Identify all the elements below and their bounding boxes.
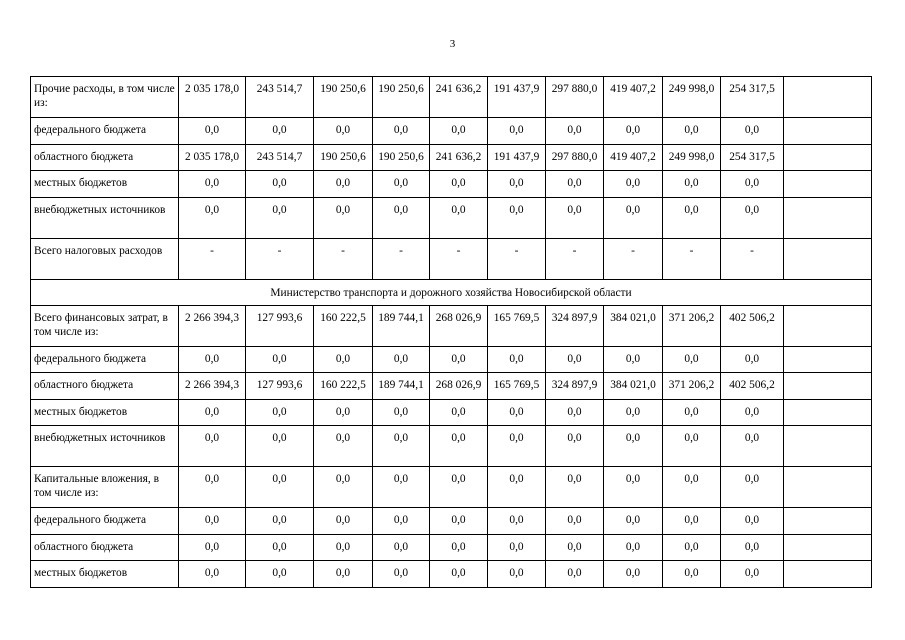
row-label: областного бюджета [31,535,179,561]
value-cell: 0,0 [546,400,604,426]
value-cell: 324 897,9 [546,373,604,400]
value-cell: 0,0 [246,535,314,561]
value-cell: 0,0 [663,561,721,588]
value-cell: 0,0 [246,508,314,535]
value-cell: 0,0 [721,198,784,239]
value-cell: 0,0 [546,118,604,145]
value-cell: 0,0 [604,467,663,508]
table-row [31,171,872,198]
value-cell: 419 407,2 [604,145,663,171]
value-cell: 0,0 [604,508,663,535]
value-cell: 371 206,2 [663,306,721,347]
empty-cell [784,561,872,588]
value-cell: 190 250,6 [314,145,373,171]
value-cell: 0,0 [179,508,246,535]
value-cell: 0,0 [430,118,488,145]
value-cell: 0,0 [373,535,430,561]
value-cell: 0,0 [721,347,784,373]
table-row [31,426,872,467]
value-cell: 0,0 [314,347,373,373]
value-cell: 402 506,2 [721,373,784,400]
table-row [31,347,872,373]
value-cell: 0,0 [314,426,373,467]
table-row [31,373,872,400]
value-cell: 0,0 [179,118,246,145]
value-cell: 268 026,9 [430,306,488,347]
value-cell: 249 998,0 [663,77,721,118]
value-cell: 0,0 [663,171,721,198]
value-cell: 0,0 [604,347,663,373]
value-cell: 0,0 [373,508,430,535]
value-cell: 0,0 [179,535,246,561]
row-label: федерального бюджета [31,118,179,145]
value-cell: 0,0 [179,347,246,373]
row-label: федерального бюджета [31,508,179,535]
value-cell: 384 021,0 [604,306,663,347]
value-cell: 0,0 [179,198,246,239]
value-cell: 0,0 [246,118,314,145]
value-cell: 190 250,6 [314,77,373,118]
value-cell: 0,0 [246,426,314,467]
value-cell: 165 769,5 [488,306,546,347]
value-cell: 0,0 [721,561,784,588]
value-cell: 0,0 [430,400,488,426]
row-label: Всего налоговых расходов [31,239,179,280]
value-cell: 0,0 [488,400,546,426]
value-cell: 0,0 [314,118,373,145]
value-cell: 0,0 [546,561,604,588]
table-row [31,561,872,588]
value-cell: 0,0 [179,171,246,198]
value-cell: - [488,239,546,280]
value-cell: 0,0 [488,508,546,535]
value-cell: 0,0 [488,426,546,467]
value-cell: 0,0 [604,171,663,198]
value-cell: 0,0 [179,400,246,426]
value-cell: 0,0 [430,426,488,467]
value-cell: 0,0 [604,561,663,588]
row-label: Капитальные вложения, в том числе из: [31,467,179,508]
value-cell: 0,0 [663,400,721,426]
value-cell: 297 880,0 [546,145,604,171]
value-cell: 0,0 [430,171,488,198]
value-cell: 160 222,5 [314,373,373,400]
empty-cell [784,400,872,426]
value-cell: 191 437,9 [488,77,546,118]
empty-cell [784,347,872,373]
value-cell: 189 744,1 [373,306,430,347]
row-label: областного бюджета [31,145,179,171]
value-cell: - [373,239,430,280]
value-cell: 324 897,9 [546,306,604,347]
value-cell: 189 744,1 [373,373,430,400]
value-cell: 165 769,5 [488,373,546,400]
value-cell: 0,0 [663,426,721,467]
empty-cell [784,508,872,535]
value-cell: 371 206,2 [663,373,721,400]
empty-cell [784,426,872,467]
value-cell: 127 993,6 [246,373,314,400]
value-cell: 0,0 [721,118,784,145]
value-cell: 0,0 [488,561,546,588]
value-cell: 0,0 [546,347,604,373]
value-cell: 0,0 [430,347,488,373]
empty-cell [784,77,872,118]
value-cell: 0,0 [373,561,430,588]
value-cell: 0,0 [246,198,314,239]
value-cell: 0,0 [246,467,314,508]
value-cell: 0,0 [663,535,721,561]
table-row [31,145,872,171]
row-label: областного бюджета [31,373,179,400]
value-cell: 419 407,2 [604,77,663,118]
value-cell: 0,0 [179,561,246,588]
value-cell: 297 880,0 [546,77,604,118]
row-label: Всего финансовых затрат, в том числе из: [31,306,179,347]
value-cell: - [430,239,488,280]
value-cell: 0,0 [663,347,721,373]
value-cell: 402 506,2 [721,306,784,347]
table-row [31,467,872,508]
empty-cell [784,467,872,508]
value-cell: 0,0 [546,171,604,198]
empty-cell [784,306,872,347]
value-cell: - [246,239,314,280]
page-number: 3 [449,38,456,50]
value-cell: 0,0 [179,467,246,508]
value-cell: - [546,239,604,280]
value-cell: 0,0 [314,561,373,588]
section-header-row [31,280,872,306]
value-cell: - [604,239,663,280]
value-cell: 0,0 [430,198,488,239]
value-cell: 0,0 [604,198,663,239]
value-cell: 0,0 [373,467,430,508]
value-cell: 0,0 [721,426,784,467]
value-cell: 190 250,6 [373,77,430,118]
value-cell: 384 021,0 [604,373,663,400]
value-cell: - [663,239,721,280]
value-cell: 0,0 [314,467,373,508]
value-cell: 0,0 [546,535,604,561]
budget-table [30,76,872,588]
table-row [31,306,872,347]
value-cell: 2 035 178,0 [179,77,246,118]
value-cell: 0,0 [373,198,430,239]
value-cell: 241 636,2 [430,77,488,118]
value-cell: 0,0 [246,400,314,426]
table-row [31,118,872,145]
table-row [31,77,872,118]
value-cell: 2 035 178,0 [179,145,246,171]
row-label: федерального бюджета [31,347,179,373]
value-cell: 0,0 [373,347,430,373]
row-label: местных бюджетов [31,561,179,588]
section-title: Министерство транспорта и дорожного хозяйства Новосибирской области [31,280,872,306]
value-cell: 0,0 [179,426,246,467]
value-cell: 2 266 394,3 [179,306,246,347]
value-cell: 127 993,6 [246,306,314,347]
value-cell: - [314,239,373,280]
empty-cell [784,239,872,280]
value-cell: - [721,239,784,280]
value-cell: 0,0 [314,400,373,426]
value-cell: 0,0 [373,426,430,467]
row-label: внебюджетных источников [31,426,179,467]
value-cell: 0,0 [246,561,314,588]
empty-cell [784,118,872,145]
value-cell: 0,0 [604,118,663,145]
value-cell: 0,0 [373,171,430,198]
value-cell: 160 222,5 [314,306,373,347]
row-label: внебюджетных источников [31,198,179,239]
value-cell: 0,0 [663,467,721,508]
value-cell: 0,0 [488,535,546,561]
table-row [31,400,872,426]
value-cell: 0,0 [663,118,721,145]
value-cell: 254 317,5 [721,77,784,118]
row-label: Прочие расходы, в том числе из: [31,77,179,118]
value-cell: 0,0 [488,171,546,198]
value-cell: 0,0 [246,171,314,198]
table-row [31,239,872,280]
value-cell: 0,0 [663,508,721,535]
value-cell: 0,0 [314,508,373,535]
value-cell: 0,0 [546,467,604,508]
value-cell: 0,0 [246,347,314,373]
row-label: местных бюджетов [31,171,179,198]
value-cell: 0,0 [604,426,663,467]
value-cell: 0,0 [721,400,784,426]
empty-cell [784,198,872,239]
value-cell: 0,0 [430,535,488,561]
empty-cell [784,171,872,198]
value-cell: 0,0 [488,347,546,373]
value-cell: - [179,239,246,280]
value-cell: 0,0 [546,426,604,467]
value-cell: 0,0 [604,400,663,426]
value-cell: 0,0 [314,535,373,561]
value-cell: 0,0 [430,467,488,508]
value-cell: 0,0 [373,118,430,145]
value-cell: 0,0 [663,198,721,239]
value-cell: 0,0 [721,467,784,508]
value-cell: 191 437,9 [488,145,546,171]
value-cell: 241 636,2 [430,145,488,171]
value-cell: 0,0 [546,198,604,239]
value-cell: 0,0 [721,508,784,535]
table-row [31,508,872,535]
value-cell: 0,0 [430,561,488,588]
empty-cell [784,145,872,171]
value-cell: 249 998,0 [663,145,721,171]
empty-cell [784,373,872,400]
value-cell: 0,0 [488,467,546,508]
value-cell: 190 250,6 [373,145,430,171]
value-cell: 243 514,7 [246,145,314,171]
value-cell: 0,0 [314,171,373,198]
value-cell: 0,0 [546,508,604,535]
value-cell: 0,0 [430,508,488,535]
table-row [31,198,872,239]
value-cell: 243 514,7 [246,77,314,118]
empty-cell [784,535,872,561]
row-label: местных бюджетов [31,400,179,426]
value-cell: 0,0 [314,198,373,239]
value-cell: 2 266 394,3 [179,373,246,400]
value-cell: 0,0 [721,535,784,561]
value-cell: 0,0 [721,171,784,198]
value-cell: 268 026,9 [430,373,488,400]
table-row [31,535,872,561]
value-cell: 0,0 [488,198,546,239]
value-cell: 0,0 [373,400,430,426]
value-cell: 0,0 [604,535,663,561]
value-cell: 0,0 [488,118,546,145]
value-cell: 254 317,5 [721,145,784,171]
